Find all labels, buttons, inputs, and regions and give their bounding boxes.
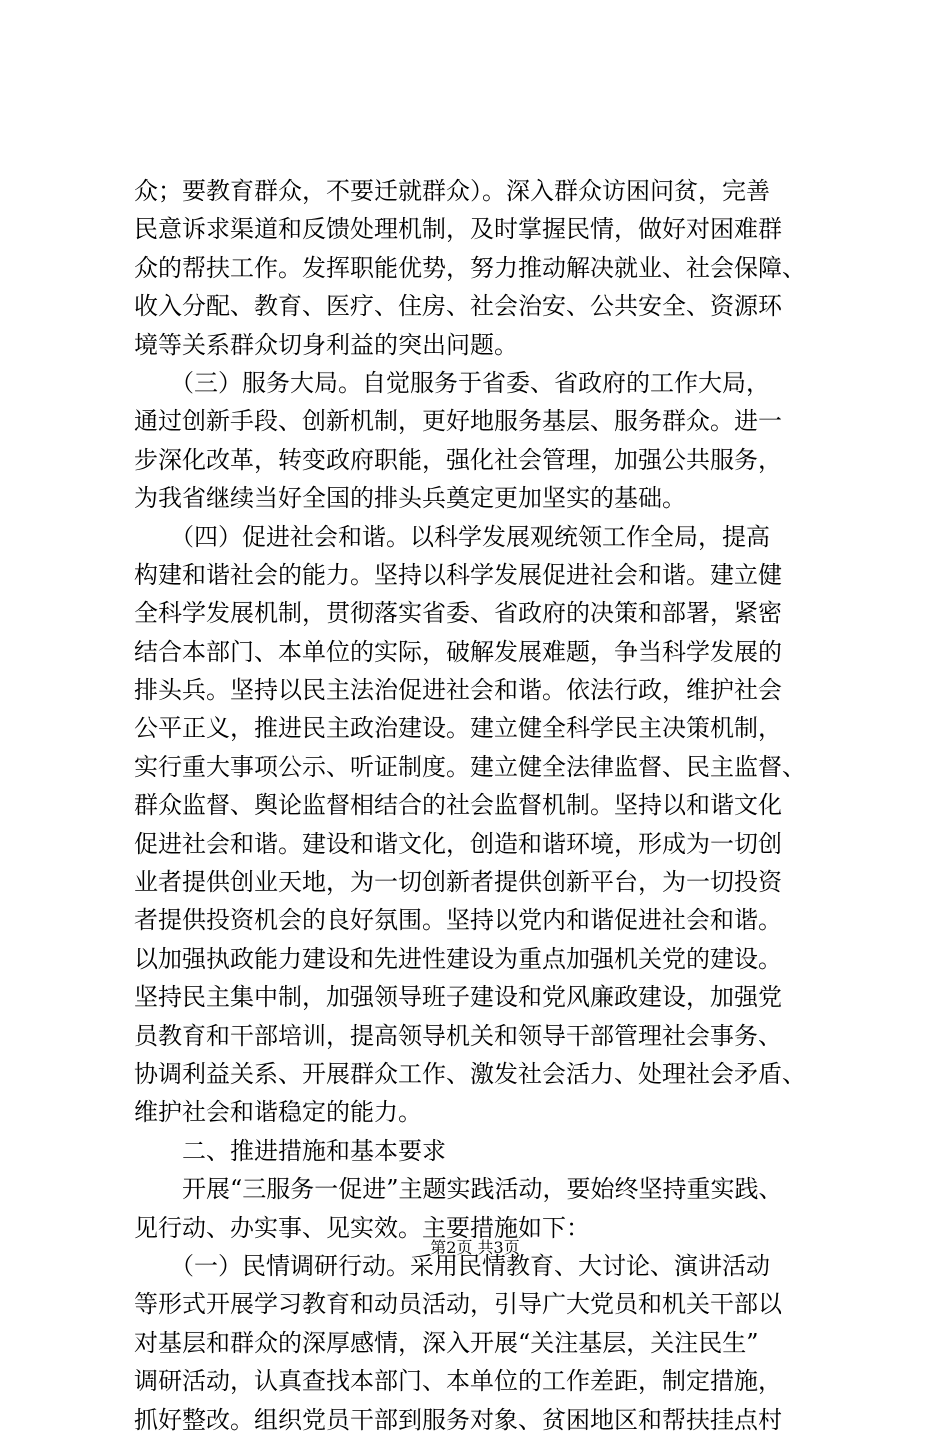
text-line: 众的帮扶工作。发挥职能优势，努力推动解决就业、社会保障、: [134, 253, 806, 282]
text-line: 收入分配、教育、医疗、住房、社会治安、公共安全、资源环: [134, 292, 782, 321]
text-line: 公平正义，推进民主政治建设。建立健全科学民主决策机制，: [134, 714, 782, 743]
text-line: 抓好整改。组织党员干部到服务对象、贫困地区和帮扶挂点村: [134, 1405, 782, 1434]
text-line: 者提供投资机会的良好氛围。坚持以党内和谐促进社会和谐。: [134, 906, 782, 935]
text-line: 通过创新手段、创新机制，更好地服务基层、服务群众。进一: [134, 407, 782, 436]
text-line: （三）服务大局。自觉服务于省委、省政府的工作大局，: [134, 368, 770, 397]
text-line: 群众监督、舆论监督相结合的社会监督机制。坚持以和谐文化: [134, 791, 782, 820]
text-line: 员教育和干部培训，提高领导机关和领导干部管理社会事务、: [134, 1021, 782, 1050]
text-line: 构建和谐社会的能力。坚持以科学发展促进社会和谐。建立健: [134, 560, 782, 589]
text-line: 境等关系群众切身利益的突出问题。: [134, 330, 518, 359]
text-line: 对基层和群众的深厚感情，深入开展“关注基层，关注民生”: [134, 1328, 759, 1357]
text-line: 等形式开展学习教育和动员活动，引导广大党员和机关干部以: [134, 1290, 782, 1319]
text-line: （四）促进社会和谐。以科学发展观统领工作全局，提高: [134, 522, 770, 551]
text-line: 开展“三服务一促进”主题实践活动，要始终坚持重实践、: [134, 1175, 783, 1204]
text-line: 二、推进措施和基本要求: [134, 1136, 446, 1165]
page-number-footer: 第2页 共3页: [430, 1238, 520, 1257]
text-line: 协调利益关系、开展群众工作、激发社会活力、处理社会矛盾、: [134, 1059, 806, 1088]
text-line: 步深化改革，转变政府职能，强化社会管理，加强公共服务，: [134, 445, 782, 474]
text-line: 坚持民主集中制，加强领导班子建设和党风廉政建设，加强党: [134, 983, 782, 1012]
text-line: 为我省继续当好全国的排头兵奠定更加坚实的基础。: [134, 484, 686, 513]
text-line: 结合本部门、本单位的实际，破解发展难题，争当科学发展的: [134, 637, 782, 666]
text-line: 实行重大事项公示、听证制度。建立健全法律监督、民主监督、: [134, 752, 806, 781]
text-line: 促进社会和谐。建设和谐文化，创造和谐环境，形成为一切创: [134, 829, 782, 858]
text-line: 维护社会和谐稳定的能力。: [134, 1098, 422, 1127]
text-line: 排头兵。坚持以民主法治促进社会和谐。依法行政，维护社会: [134, 676, 782, 705]
text-line: 全科学发展机制，贯彻落实省委、省政府的决策和部署，紧密: [134, 599, 782, 628]
text-line: 见行动、办实事、见实效。主要措施如下：: [134, 1213, 590, 1242]
text-line: 众；要教育群众，不要迁就群众）。深入群众访困问贫，完善: [134, 177, 770, 205]
text-line: 业者提供创业天地，为一切创新者提供创新平台，为一切投资: [134, 868, 782, 897]
text-line: 以加强执政能力建设和先进性建设为重点加强机关党的建设。: [134, 944, 782, 973]
text-line: （一）民情调研行动。采用民情教育、大讨论、演讲活动: [134, 1251, 770, 1280]
text-line: 调研活动，认真查找本部门、本单位的工作差距，制定措施，: [134, 1367, 782, 1396]
text-line: 民意诉求渠道和反馈处理机制，及时掌握民情，做好对困难群: [134, 215, 782, 244]
